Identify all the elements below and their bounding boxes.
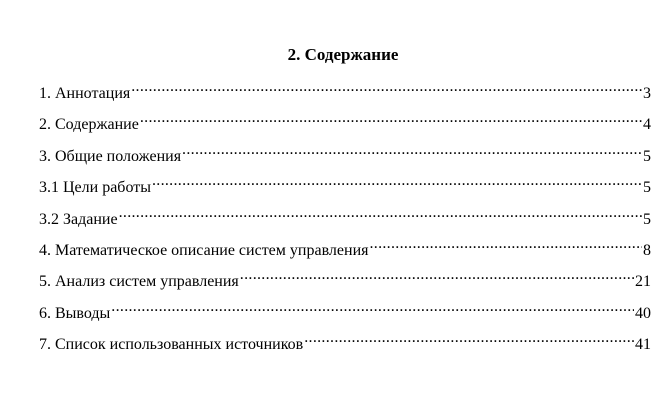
toc-entry <box>39 76 651 107</box>
toc-entry-page: 21 <box>635 273 651 291</box>
toc-entry-page: 8 <box>643 241 651 259</box>
toc-dot-leader <box>152 170 642 192</box>
toc-entry-title: 5. Анализ систем управления <box>39 273 239 291</box>
toc-entry-title: 3. Общие положения <box>39 147 182 165</box>
toc-dot-leader <box>182 139 642 161</box>
toc-entry-title: 1. Аннотация <box>39 85 131 102</box>
toc-entry <box>39 139 651 170</box>
toc-entry-title: 7. Список использованных источников <box>39 336 304 354</box>
toc-dot-leader <box>119 202 642 224</box>
toc-entry-page: 5 <box>643 210 651 228</box>
toc-entry-page: 5 <box>643 179 651 197</box>
toc-dot-leader <box>140 107 642 129</box>
section-heading: 2. Содержание <box>287 45 399 64</box>
toc-dot-leader <box>304 327 634 349</box>
toc-entry-title: 4. Математическое описание систем управления <box>39 241 369 259</box>
toc-entry <box>39 296 651 327</box>
table-of-contents <box>39 76 651 359</box>
toc-entry-title: 6. Выводы <box>39 304 111 322</box>
toc-dot-leader <box>111 296 634 318</box>
toc-entry <box>39 264 651 295</box>
toc-entry <box>39 107 651 138</box>
toc-entry-title: 3.1 Цели работы <box>39 179 151 197</box>
toc-entry-title: 2. Содержание <box>39 116 139 134</box>
toc-entry-page: 5 <box>643 147 651 165</box>
toc-entry <box>39 202 651 233</box>
toc-entry <box>39 327 651 358</box>
toc-entry <box>39 170 651 201</box>
toc-entry-page: 40 <box>635 304 651 322</box>
toc-dot-leader <box>131 76 642 98</box>
toc-dot-leader <box>240 264 634 286</box>
toc-entry-page: 4 <box>643 116 651 134</box>
toc-entry-title: 3.2 Задание <box>39 210 118 228</box>
toc-entry-page: 3 <box>643 85 651 102</box>
toc-dot-leader <box>369 233 642 255</box>
toc-entry <box>39 233 651 264</box>
toc-entry-page: 41 <box>635 336 651 354</box>
